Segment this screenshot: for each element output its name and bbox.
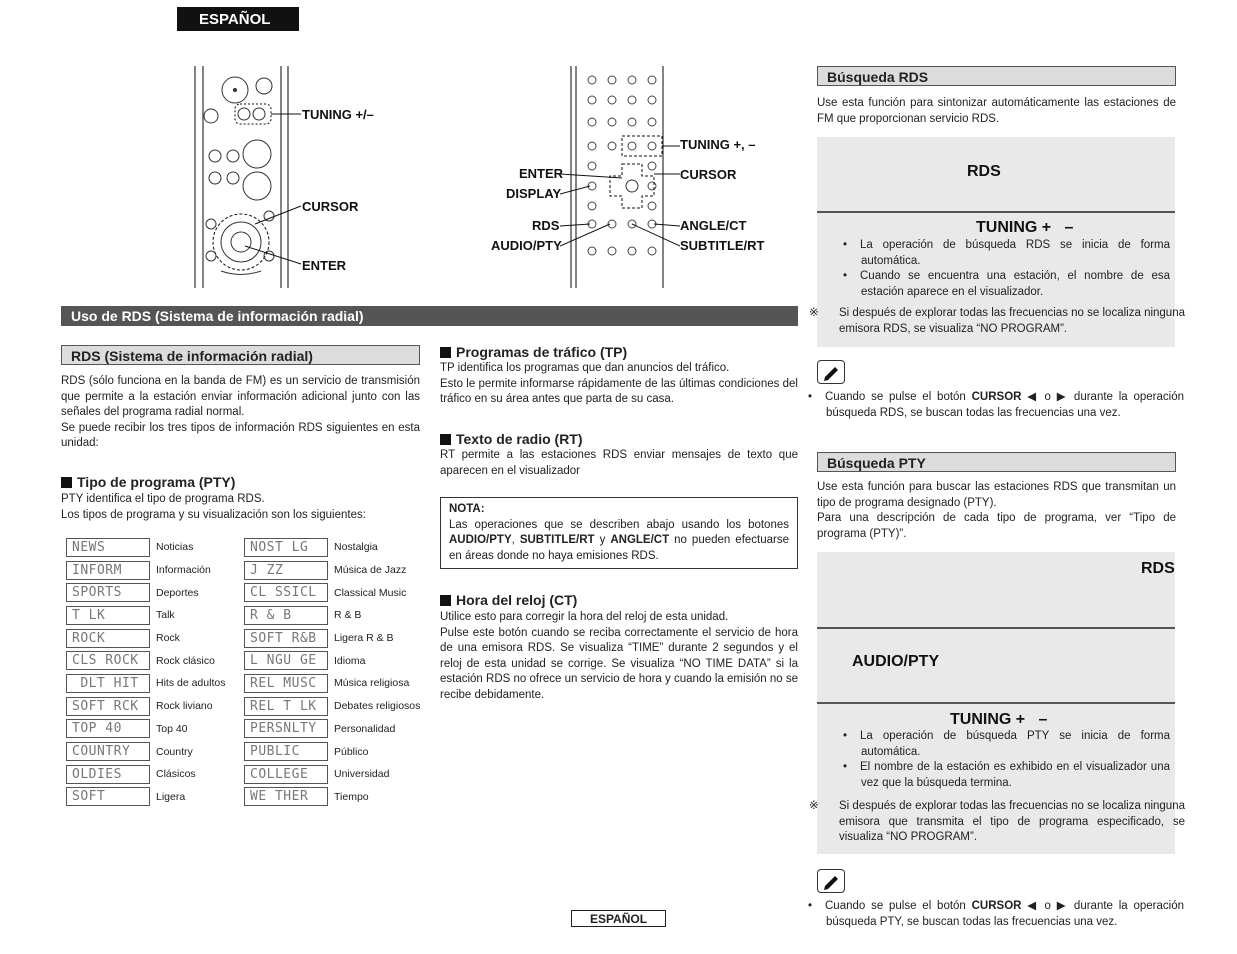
pty-type-name: Música de Jazz <box>334 564 407 577</box>
tp-heading-text: Programas de tráfico (TP) <box>456 344 628 360</box>
pty-tip-rest: ◀ o ▶ durante la operación búsqueda PTY, se buscan todas las frecuencias una vez. <box>826 900 1184 928</box>
pty-display-code: SOFT <box>66 787 150 806</box>
pty-row <box>244 786 420 809</box>
pty-type-name: Talk <box>156 609 175 622</box>
pty-search-intro-1: Use esta función para buscar las estaciones RDS que transmitan un tipo de programa designado (PTY). <box>817 481 1176 509</box>
rds-bullet-2: • Cuando se encuentra una estación, el nombre de esa estación aparece en el visualizador. <box>843 270 1170 298</box>
remote-figure-right <box>560 66 680 288</box>
pty-bullet-2-text: El nombre de la estación es exhibido en el visualizador una vez que la búsqueda termina. <box>860 761 1170 789</box>
pty-step1-label: RDS <box>1141 560 1175 577</box>
rds-tip: • Cuando se pulse el botón CURSOR ◀ o ▶ durante la operación búsqueda RDS, se buscan todas las frecuencias una vez. <box>808 391 1184 419</box>
pty-row <box>244 581 420 604</box>
pty-row <box>66 672 225 695</box>
pty-display-code: OLDIES <box>66 765 150 784</box>
tp-p2: Esto le permite informarse rápidamente de las últimas condiciones del tráfico en su área antes que parta de su casa. <box>440 377 798 406</box>
rt-body: RT permite a las estaciones RDS enviar mensajes de texto que aparecen en el visualizador <box>440 449 798 477</box>
pty-display-code: SOFT R&B <box>244 629 328 648</box>
pty-row <box>244 695 420 718</box>
square-bullet-icon <box>440 347 451 358</box>
step-divider <box>817 627 1175 629</box>
rds-box-title: RDS (Sistema de información radial) <box>61 345 420 365</box>
pty-row <box>244 740 420 763</box>
nota-title: NOTA: <box>449 503 485 515</box>
pty-display-code: PERSNLTY <box>244 719 328 738</box>
pty-intro-p1: PTY identifica el tipo de programa RDS. <box>61 493 265 505</box>
pty-row <box>66 627 225 650</box>
pty-display-code: TOP 40 <box>66 719 150 738</box>
pty-type-name: Clásicos <box>156 768 196 781</box>
pty-type-name: Tiempo <box>334 790 369 803</box>
pty-bullet-1-text: La operación de búsqueda PTY se inicia de forma automática. <box>860 730 1170 758</box>
nota-text-3: y <box>594 534 611 547</box>
pty-type-name: Country <box>156 745 193 758</box>
label-display: DISPLAY <box>506 186 562 201</box>
rt-heading <box>440 431 583 447</box>
pty-display-code: L NGU GE <box>244 651 328 670</box>
step-divider <box>817 702 1175 704</box>
step-divider <box>817 211 1175 213</box>
pty-display-code: ROCK <box>66 629 150 648</box>
pty-bullet-2: • El nombre de la estación es exhibido en el visualizador una vez que la búsqueda termina. <box>843 761 1170 789</box>
remote-illustration-right <box>560 66 680 288</box>
pty-type-name: Classical Music <box>334 586 407 599</box>
pty-type-name: Público <box>334 745 369 758</box>
pty-row <box>66 763 225 786</box>
pty-row <box>244 604 420 627</box>
pty-display-code: REL T LK <box>244 697 328 716</box>
pty-table-left <box>66 536 225 808</box>
label-rds: RDS <box>532 218 560 233</box>
pty-bullet-1: • La operación de búsqueda PTY se inicia de forma automática. <box>843 730 1170 758</box>
pty-type-name: Ligera <box>156 790 186 803</box>
nota-text-4: no pueden efectuarse en áreas donde no haya emisiones RDS. <box>449 534 790 562</box>
nota-btn-audio-pty: AUDIO/PTY <box>449 534 512 547</box>
pty-row <box>66 559 225 582</box>
pencil-note-icon <box>817 869 845 893</box>
tp-body <box>440 361 798 408</box>
rds-note: ※ Si después de explorar todas las frecuencias no se localiza ninguna emisora RDS, se visualiza “NO PROGRAM”. <box>809 307 1185 335</box>
pty-row <box>244 718 420 741</box>
pty-type-name: Rock clásico <box>156 654 215 667</box>
pty-type-name: Personalidad <box>334 722 396 735</box>
pty-row <box>244 649 420 672</box>
pty-type-name: R & B <box>334 609 362 622</box>
pencil-note-icon <box>817 360 845 384</box>
pty-type-name: Universidad <box>334 768 390 781</box>
square-bullet-icon <box>440 595 451 606</box>
pty-row <box>244 559 420 582</box>
pty-type-name: Debates religiosos <box>334 700 421 713</box>
ct-body <box>440 610 798 704</box>
pty-type-name: Deportes <box>156 586 199 599</box>
rds-bullet-1: • La operación de búsqueda RDS se inicia de forma automática. <box>843 239 1170 267</box>
nota-text-1: Las operaciones que se describen abajo usando los botones <box>449 518 789 531</box>
pty-row <box>66 604 225 627</box>
label-cursor: CURSOR <box>302 199 359 214</box>
rds-step1-label: RDS <box>967 163 1001 180</box>
pty-bullets <box>843 729 1170 791</box>
pty-type-name: Información <box>156 564 211 577</box>
ct-p1: Utilice esto para corregir la hora del reloj de esta unidad. <box>440 611 729 623</box>
busqueda-pty-intro <box>817 480 1176 542</box>
pty-step3-label: TUNING + – <box>950 711 1048 728</box>
busqueda-pty-title: Búsqueda PTY <box>817 452 1176 472</box>
label-enter: ENTER <box>302 258 347 273</box>
rds-bullets <box>843 238 1170 300</box>
pty-search-intro-2: Para una descripción de cada tipo de programa, ver “Tipo de programa (PTY)”. <box>817 512 1176 540</box>
pty-row <box>66 649 225 672</box>
pty-intro-p2: Los tipos de programa y su visualización son los siguientes: <box>61 508 366 521</box>
rds-intro <box>61 374 420 452</box>
pty-note-text: Si después de explorar todas las frecuencias no se localiza ninguna emisora que transmita el tipo de programa especificado, se visualiza “NO PROGRAM”. <box>839 800 1185 844</box>
nota-btn-subtitle-rt: SUBTITLE/RT <box>519 534 595 547</box>
pty-row <box>244 627 420 650</box>
nota-text-2: , <box>511 534 520 547</box>
label-angle-ct: ANGLE/CT <box>680 218 747 233</box>
pty-row <box>244 763 420 786</box>
pty-table-right <box>244 536 420 808</box>
pty-display-code: COUNTRY <box>66 742 150 761</box>
pty-display-code: COLLEGE <box>244 765 328 784</box>
ct-heading <box>440 592 577 608</box>
pty-tip-btn: CURSOR <box>971 900 1022 912</box>
pty-row <box>66 718 225 741</box>
nota-box <box>440 497 798 569</box>
pty-type-name: Top 40 <box>156 722 188 735</box>
label-cursor-right: CURSOR <box>680 167 737 182</box>
ct-p2: Pulse este botón cuando se reciba correctamente el servicio de hora de una emisora RDS. Se visualiza “TIME” durante 2 segundos y el reloj de esta unidad se corrige. Se visualiza “NO TIME DATA” si la estación RDS no ofrece un servicio de hora y cuando la emisión no se recibe debidamente. <box>440 626 798 701</box>
pty-display-code: SPORTS <box>66 583 150 602</box>
language-tab: ESPAÑOL <box>177 7 299 31</box>
section-title-bar: Uso de RDS (Sistema de información radial) <box>61 306 798 326</box>
rds-note-text: Si después de explorar todas las frecuencias no se localiza ninguna emisora RDS, se visualiza “NO PROGRAM”. <box>839 307 1185 335</box>
pty-display-code: PUBLIC <box>244 742 328 761</box>
pty-row <box>66 536 225 559</box>
label-enter-right: ENTER <box>519 166 564 181</box>
rds-intro-p1: RDS (sólo funciona en la banda de FM) es un servicio de transmisión que permite a la estación enviar información adicional junto con las señales del programa radial normal. <box>61 375 420 419</box>
rds-tip-pre: Cuando se pulse el botón <box>825 391 972 403</box>
pty-display-code: REL MUSC <box>244 674 328 693</box>
label-audio-pty: AUDIO/PTY <box>491 238 562 253</box>
pty-display-code: DLT HIT <box>66 674 150 693</box>
rds-tip-btn: CURSOR <box>971 391 1022 403</box>
pty-display-code: SOFT RCK <box>66 697 150 716</box>
pty-note: ※ Si después de explorar todas las frecuencias no se localiza ninguna emisora que transmita el tipo de programa especificado, se visualiza “NO PROGRAM”. <box>809 800 1185 844</box>
busqueda-rds-title: Búsqueda RDS <box>817 66 1176 86</box>
rds-bullet-2-text: Cuando se encuentra una estación, el nombre de esa estación aparece en el visualizador. <box>860 270 1170 298</box>
pty-heading <box>61 474 235 490</box>
pty-type-name: Nostalgia <box>334 541 378 554</box>
tp-p1: TP identifica los programas que dan anuncios del tráfico. <box>440 362 730 374</box>
label-subtitle-rt: SUBTITLE/RT <box>680 238 765 253</box>
pty-type-name: Rock liviano <box>156 700 213 713</box>
footer-language-label: ESPAÑOL <box>571 910 666 927</box>
pty-display-code: J ZZ <box>244 561 328 580</box>
pty-row <box>244 536 420 559</box>
pty-display-code: NEWS <box>66 538 150 557</box>
pty-row <box>66 581 225 604</box>
pty-type-name: Idioma <box>334 654 366 667</box>
pty-display-code: NOST LG <box>244 538 328 557</box>
rt-heading-text: Texto de radio (RT) <box>456 431 583 447</box>
ct-heading-text: Hora del reloj (CT) <box>456 592 578 608</box>
pty-row <box>66 740 225 763</box>
pty-display-code: WE THER <box>244 787 328 806</box>
pty-display-code: CLS ROCK <box>66 651 150 670</box>
pty-row <box>244 672 420 695</box>
rds-step2-label: TUNING + – <box>976 219 1074 236</box>
pty-display-code: CL SSICL <box>244 583 328 602</box>
square-bullet-icon <box>440 434 451 445</box>
pty-display-code: T LK <box>66 606 150 625</box>
pty-display-code: INFORM <box>66 561 150 580</box>
tp-heading <box>440 344 627 360</box>
label-tuning: TUNING +/– <box>302 107 374 122</box>
pty-tip: • Cuando se pulse el botón CURSOR ◀ o ▶ durante la operación búsqueda PTY, se buscan todas las frecuencias una vez. <box>808 900 1184 928</box>
pty-row <box>66 786 225 809</box>
pty-row <box>66 695 225 718</box>
pty-intro <box>61 492 420 523</box>
nota-text <box>449 518 789 565</box>
rds-intro-p2: Se puede recibir los tres tipos de información RDS siguientes en esta unidad: <box>61 421 420 450</box>
pty-type-name: Hits de adultos <box>156 677 226 690</box>
pty-type-name: Noticias <box>156 541 194 554</box>
rds-tip-rest: ◀ o ▶ durante la operación búsqueda RDS, se buscan todas las frecuencias una vez. <box>826 391 1184 419</box>
pty-type-name: Música religiosa <box>334 677 410 690</box>
pty-type-name: Ligera R & B <box>334 632 394 645</box>
pty-type-name: Rock <box>156 632 180 645</box>
remote-illustration-left <box>193 66 393 288</box>
square-bullet-icon <box>61 477 72 488</box>
nota-btn-angle-ct: ANGLE/CT <box>610 534 670 547</box>
pty-heading-text: Tipo de programa (PTY) <box>77 474 236 490</box>
busqueda-rds-intro: Use esta función para sintonizar automáticamente las estaciones de FM que proporcionan servicio RDS. <box>817 97 1176 125</box>
label-tuning-right: TUNING +, – <box>680 137 756 152</box>
pty-tip-pre: Cuando se pulse el botón <box>825 900 972 912</box>
pty-step2-label: AUDIO/PTY <box>852 653 940 670</box>
remote-figure-left <box>193 66 393 288</box>
rds-bullet-1-text: La operación de búsqueda RDS se inicia de forma automática. <box>860 239 1170 267</box>
pty-display-code: R & B <box>244 606 328 625</box>
